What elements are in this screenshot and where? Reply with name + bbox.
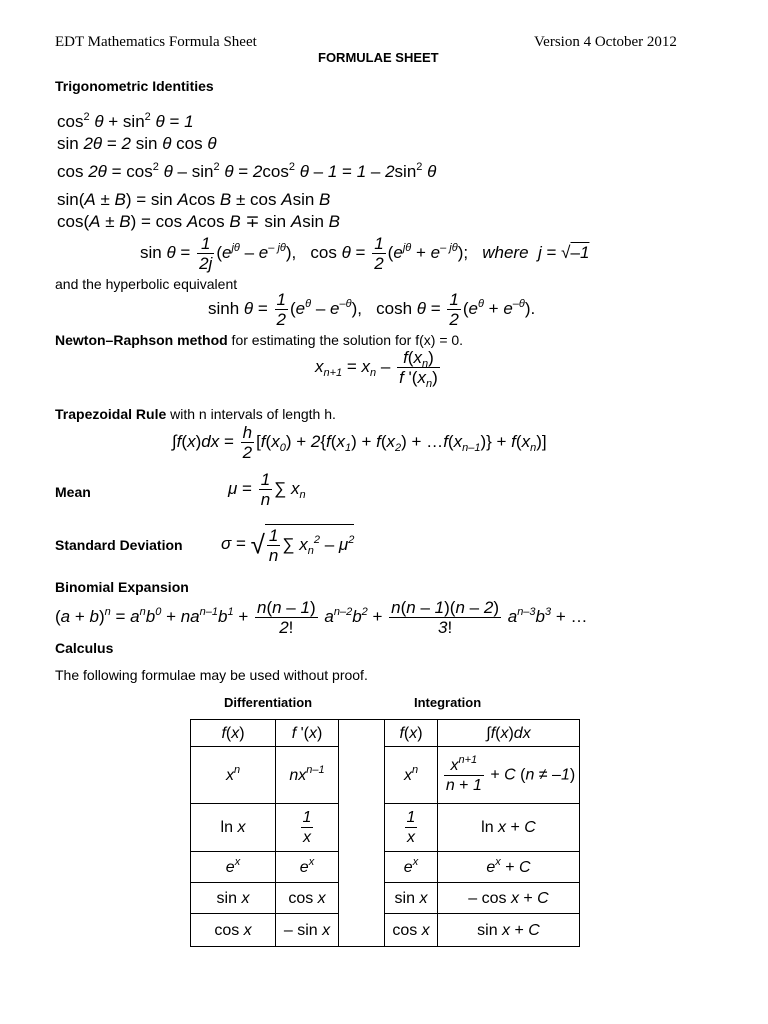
table-cell: f(x) bbox=[191, 720, 276, 747]
double-angle-cos: $\cos 2\theta = \cos^2 \theta - \sin^2 \theta = 2\cos^2$ $\theta - 1 = 1 - 2\sin^2$ θ bbox=[57, 161, 437, 181]
table-cell: – cos x + C bbox=[438, 883, 580, 914]
table-cell: cos x bbox=[385, 914, 438, 947]
stddev-label: Standard Deviation bbox=[55, 537, 183, 553]
trapezoidal-label: Trapezoidal Rule bbox=[55, 406, 167, 422]
table-cell: $x^n$ bbox=[191, 747, 276, 804]
binomial-formula: $(a + b)^n = a^nb^0 + na^{n-1}b^1$ + $\frac{n(n - 1)}{2!}$ $a^{n-2}b^2$ + $\frac{n(n - 1)(n - 2)}{3!}$ $a^{n-3}b^3$ + … bbox=[55, 598, 588, 637]
mean-formula: μ = $\frac{1}{n}$ ∑ $x_n$ bbox=[228, 470, 306, 509]
double-angle-sin: sin 2θ = 2 sin θ cos θ bbox=[57, 134, 217, 153]
newton-raphson-desc: for estimating the solution for f(x) = 0. bbox=[227, 332, 464, 348]
table-cell: $\frac{x^{n+1}}{n + 1}$ + C (n ≠ –1) bbox=[438, 747, 580, 804]
table-cell: f '(x) bbox=[276, 720, 339, 747]
integration-heading: Integration bbox=[414, 695, 482, 710]
page-title: FORMULAE SHEET bbox=[318, 50, 439, 65]
table-cell: ∫f(x)dx bbox=[438, 720, 580, 747]
mean-label: Mean bbox=[55, 484, 91, 500]
euler-trig-formula: sin θ = $\frac{1}{2j}$ $(e^{j\theta} - e^{- j\theta})$, cos θ = $\frac{1}{2}$ $(e^{j\theta} + e^{- j\theta})$; where j = √–1 bbox=[140, 234, 590, 273]
trapezoidal-desc: with n intervals of length h. bbox=[166, 406, 336, 422]
table-cell: $nx^{n-1}$ bbox=[276, 747, 339, 804]
header-right: Version 4 October 2012 bbox=[534, 34, 677, 50]
trapezoidal-formula: ∫f(x)dx = $\frac{h}{2}$ [$f(x_0) + 2\{f(x_1) + f(x_2)$ + $\dots f(x_{n-1})\} + f(x_n)$] bbox=[172, 423, 547, 462]
binomial-heading: Binomial Expansion bbox=[55, 579, 189, 595]
sum-formula-sin: sin(A ± B) = sin Acos B ± cos Asin B bbox=[57, 190, 331, 209]
table-cell: $e^x$ bbox=[191, 852, 276, 883]
table-cell: sin x bbox=[191, 883, 276, 914]
table-row bbox=[191, 747, 580, 804]
calculus-heading: Calculus bbox=[55, 640, 114, 656]
newton-raphson-label: Newton–Raphson method bbox=[55, 332, 228, 348]
table-row bbox=[191, 720, 580, 747]
header-left: EDT Mathematics Formula Sheet bbox=[55, 34, 257, 50]
table-row bbox=[191, 914, 580, 947]
table-cell: ln x + C bbox=[438, 804, 580, 852]
table-row bbox=[191, 852, 580, 883]
calculus-intro: The following formulae may be used without proof. bbox=[55, 667, 368, 683]
stddev-formula: σ = √ $\frac{1}{n}$ ∑ $x_n^2 - \mu^2$ bbox=[221, 526, 355, 565]
pythagorean-identity: $\cos^2 \theta + \sin^2 \theta = 1$ bbox=[57, 111, 194, 131]
table-cell: f(x) bbox=[385, 720, 438, 747]
table-cell: cos x bbox=[191, 914, 276, 947]
table-row bbox=[191, 883, 580, 914]
hyperbolic-intro: and the hyperbolic equivalent bbox=[55, 276, 238, 292]
trapezoidal-text bbox=[55, 406, 336, 422]
table-cell: $\frac{1}{x}$ bbox=[276, 804, 339, 852]
sum-formula-cos: cos(A ± B) = cos Acos B ∓ sin Asin B bbox=[57, 212, 340, 231]
table-cell: sin x + C bbox=[438, 914, 580, 947]
newton-raphson-formula: $x_{n+1} = x_n$ – $\frac{f(x_n)}{f '(x_n)}$ bbox=[315, 348, 438, 390]
table-cell: ln x bbox=[191, 804, 276, 852]
table-cell: cos x bbox=[276, 883, 339, 914]
newton-raphson-text bbox=[55, 332, 463, 348]
table-cell: $e^x$ bbox=[385, 852, 438, 883]
table-row bbox=[191, 804, 580, 852]
differentiation-heading: Differentiation bbox=[224, 695, 313, 710]
table-cell: $e^x + C$ bbox=[438, 852, 580, 883]
table-cell: sin x bbox=[385, 883, 438, 914]
table-cell: $\frac{1}{x}$ bbox=[385, 804, 438, 852]
calculus-table bbox=[190, 719, 580, 947]
table-cell: – sin x bbox=[276, 914, 339, 947]
table-cell: $e^x$ bbox=[276, 852, 339, 883]
table-cell: $x^n$ bbox=[385, 747, 438, 804]
trig-heading: Trigonometric Identities bbox=[55, 78, 214, 94]
hyperbolic-formula: sinh θ = $\frac{1}{2}$ $(e^\theta - e^{-\theta})$, cosh θ = $\frac{1}{2}$ $(e^\theta + e^{-\theta})$. bbox=[208, 290, 536, 329]
